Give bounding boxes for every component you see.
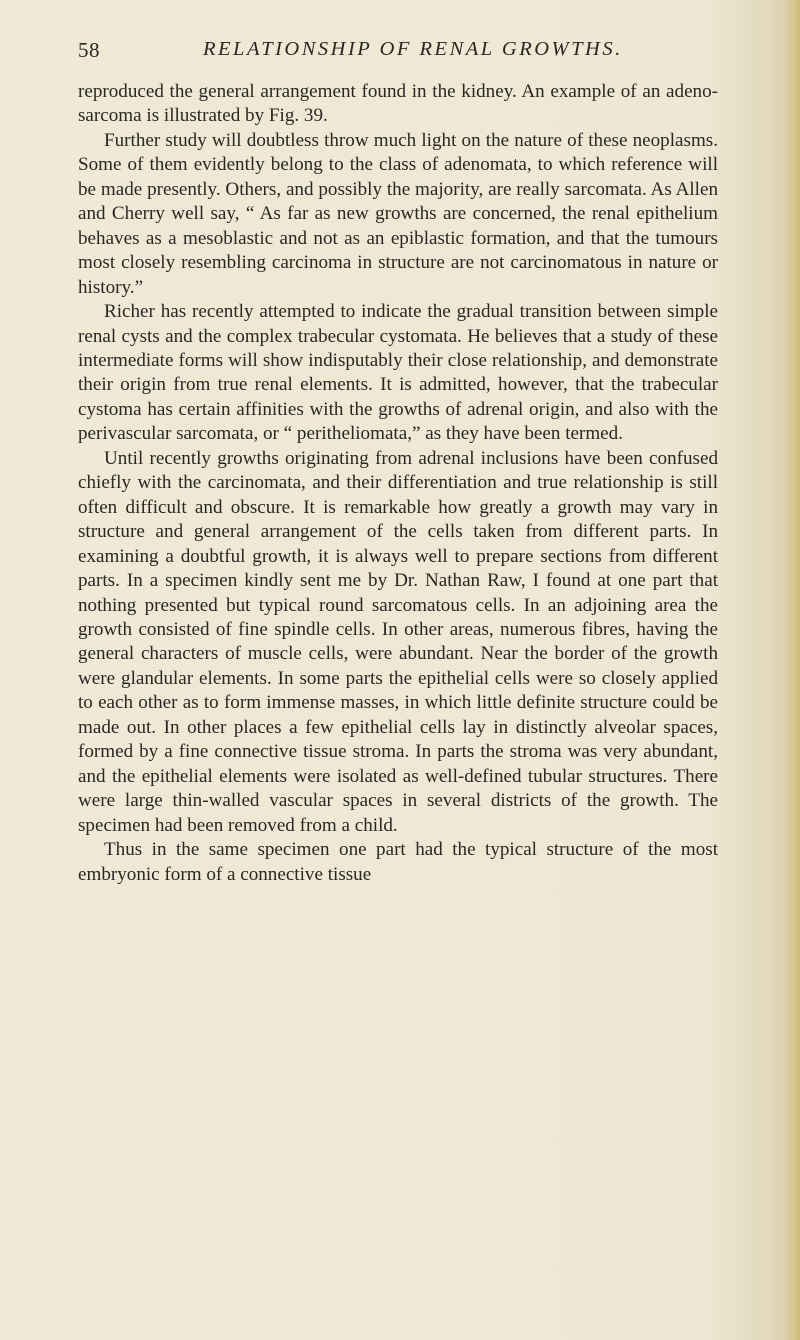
- page-header: [78, 38, 718, 68]
- running-head: RELATIONSHIP OF RENAL GROWTHS.: [203, 38, 623, 60]
- page-number: 58: [78, 38, 100, 62]
- paragraph: Further study will doubtless throw much light on the nature of these neoplasms. Some of them evidently belong to the class of adenomata, to which reference will be made presently. Others, and possibly the majority, are really sarcomata. As Allen and Cherry well say, “ As far as new growths are concerned, the renal epithelium behaves as a mesoblastic and not as an epiblastic formation, and that the tumours most closely resembling carcinoma in structure are not carcinomatous in nature or history.”: [78, 129, 718, 298]
- body-text: [78, 80, 718, 887]
- paragraph: Until recently growths originating from adrenal inclusions have been confused chiefly with the carcinomata, and their differentiation and true relationship is still often difficult and obscure. It is remarkable how greatly a growth may vary in structure and general arrangement of the cells taken from different parts. In examining a doubtful growth, it is always well to prepare sections from different parts. In a specimen kindly sent me by Dr. Nathan Raw, I found at one part that nothing presented but typical round sarcomatous cells. In an adjoining area the growth consisted of fine spindle cells. In other areas, numerous fibres, having the general characters of muscle cells, were abundant. Near the border of the growth were glandular elements. In some parts the epithelial cells were so closely applied to each other as to form immense masses, in which little definite structure could be made out. In other places a few epithelial cells lay in distinctly alveolar spaces, formed by a fine connective tissue stroma. In parts the stroma was very abundant, and the epithelial elements were isolated as well-defined tubular structures. There were large thin-walled vascular spaces in several districts of the growth. The specimen had been removed from a child.: [78, 447, 718, 836]
- paragraph: Thus in the same specimen one part had the typical structure of the most embryonic form of a connective tissue: [78, 839, 718, 885]
- paragraph: Richer has recently attempted to indicate the gradual transition between simple renal cysts and the complex trabecular cystomata. He believes that a study of these intermediate forms will show indisputably their close relationship, and demonstrate their origin from true renal elements. It is admitted, however, that the trabecular cystoma has certain affinities with the growths of adrenal origin, and also with the perivascular sarcomata, or “ peritheliomata,” as they have been termed.: [78, 301, 718, 445]
- paragraph-continuation: reproduced the general arrangement found in the kidney. An example of an adeno-sarcoma is illustrated by Fig. 39.: [78, 81, 718, 127]
- page-edge-shading: [784, 0, 800, 1340]
